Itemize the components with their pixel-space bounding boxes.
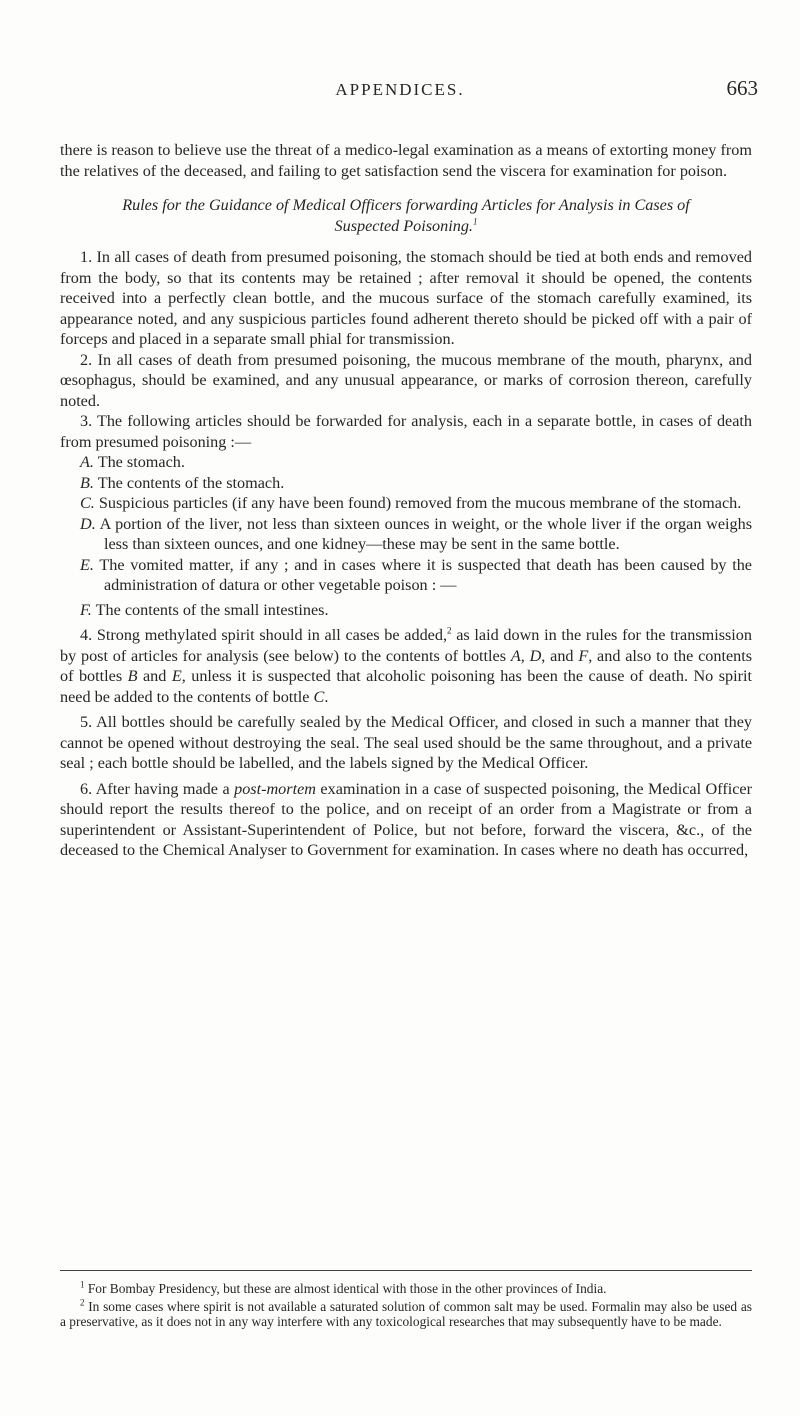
footnote-ref-2: 2 <box>447 625 452 636</box>
list-item <box>60 514 752 555</box>
footnote-1 <box>60 1281 752 1297</box>
list-item <box>60 452 752 473</box>
rule-4-text: and <box>137 667 172 685</box>
footnote-2 <box>60 1299 752 1330</box>
articles-list <box>60 452 752 620</box>
bottle-ref: D <box>529 646 542 665</box>
rule-6-emphasis: post-mortem <box>234 779 316 798</box>
rule-2: 2. In all cases of death from presumed poisoning, the mucous membrane of the mouth, pharynx, and œsophagus, should be examined, and any unusual appearance, or marks of corrosion thereon, carefully noted. <box>60 350 752 410</box>
rule-4 <box>60 625 752 707</box>
article-letter: D. <box>80 514 96 533</box>
article-letter: E. <box>80 555 94 574</box>
footnote-marker: 2 <box>80 1297 85 1308</box>
bottle-ref: F <box>578 646 589 665</box>
body-text <box>60 140 752 861</box>
rule-4-text: , and also to the contents of bottles <box>60 646 753 685</box>
footnotes <box>60 1270 752 1332</box>
page-number: 663 <box>726 76 758 100</box>
rule-4-text: as laid down in the rules for the transmission by post of articles for analysis (see below) to the contents of bottles <box>60 626 752 665</box>
article-text: The contents of the stomach. <box>97 473 285 492</box>
footnote-ref-1: 1 <box>472 216 478 227</box>
running-header <box>0 76 800 110</box>
bottle-ref: B <box>127 667 138 685</box>
rule-6 <box>60 779 752 861</box>
rule-4-text: , unless it is suspected that alcoholic poisoning has been the cause of death. No spirit need be added to the contents of bottle <box>60 667 753 706</box>
article-text: A portion of the liver, not less than sixteen ounces in weight, or the whole liver if the organ weighs less than sixteen ounces, and one kidney—these may be sent in the same bottle. <box>99 514 752 553</box>
rule-4-text: , and <box>541 646 579 665</box>
article-text: The vomited matter, if any ; and in cases where it is suspected that death has been caused by the administration of datura or other vegetable poison : — <box>99 555 752 594</box>
intro-paragraph: there is reason to believe use the threat of a medico-legal examination as a means of extorting money from the relatives of the deceased, and failing to get satisfaction send the viscera for examination for poison. <box>60 141 752 180</box>
rules-heading-text: Rules for the Guidance of Medical Officers forwarding Articles for Analysis in Cases of Suspected Poisoning. <box>122 196 690 235</box>
rule-4-text: 4. Strong methylated spirit should in all cases be added, <box>80 626 448 644</box>
list-item <box>60 555 752 596</box>
rule-4-text: , <box>520 646 530 665</box>
rule-6-text: examination in a case of suspected poisoning, the Medical Officer should report the results thereof to the police, and on receipt of an order from a Magistrate or from a superintendent or Assistant-Superintendent of Police, but not before, forward the viscera, &c., of the deceased to the Chemical Analyser to Government for examination. In cases where no death has occurred, <box>60 779 752 859</box>
bottle-ref: A <box>510 646 521 665</box>
rule-4-text: . <box>324 687 329 706</box>
list-item <box>60 473 752 494</box>
article-text: Suspicious particles (if any have been found) removed from the mucous membrane of the stomach. <box>98 494 742 512</box>
article-letter: F. <box>80 600 92 619</box>
rule-3: 3. The following articles should be forwarded for analysis, each in a separate bottle, in cases of death from presumed poisoning :— <box>60 412 752 451</box>
bottle-ref: E <box>171 667 182 685</box>
article-letter: B. <box>80 473 94 492</box>
bottle-ref: C <box>313 687 325 706</box>
rule-6-text: 6. After having made a <box>80 779 235 798</box>
article-letter: A. <box>80 453 94 471</box>
rule-5: 5. All bottles should be carefully sealed by the Medical Officer, and closed in such a manner that they cannot be opened without destroying the seal. The seal used should be the same throughout, and a private seal ; each bottle should be labelled, and the labels signed by the Medical Officer. <box>60 713 752 772</box>
rule-1: 1. In all cases of death from presumed poisoning, the stomach should be tied at both ends and removed from the body, so that its contents may be retained ; after removal it should be opened, the contents received into a perfectly clean bottle, and the mucous surface of the stomach carefully examined, its appearance noted, and any suspicious particles found adherent thereto should be picked off with a pair of forceps and placed in a separate small phial for transmission. <box>60 248 752 348</box>
rules-heading <box>100 195 712 237</box>
article-text: The stomach. <box>97 453 185 471</box>
footnote-text: For Bombay Presidency, but these are almost identical with those in the other provinces of India. <box>84 1281 607 1296</box>
article-text: The contents of the small intestines. <box>95 600 329 619</box>
article-letter: C. <box>80 494 95 512</box>
list-item <box>60 493 752 514</box>
running-title: APPENDICES. <box>335 80 465 99</box>
footnote-marker: 1 <box>80 1279 85 1290</box>
list-item <box>60 600 752 621</box>
footnote-text: In some cases where spirit is not available a saturated solution of common salt may be used. Formalin may also be used as a preservative, as it does not in any way interfere with any toxicological researches that may subsequently have to be made. <box>60 1298 752 1329</box>
